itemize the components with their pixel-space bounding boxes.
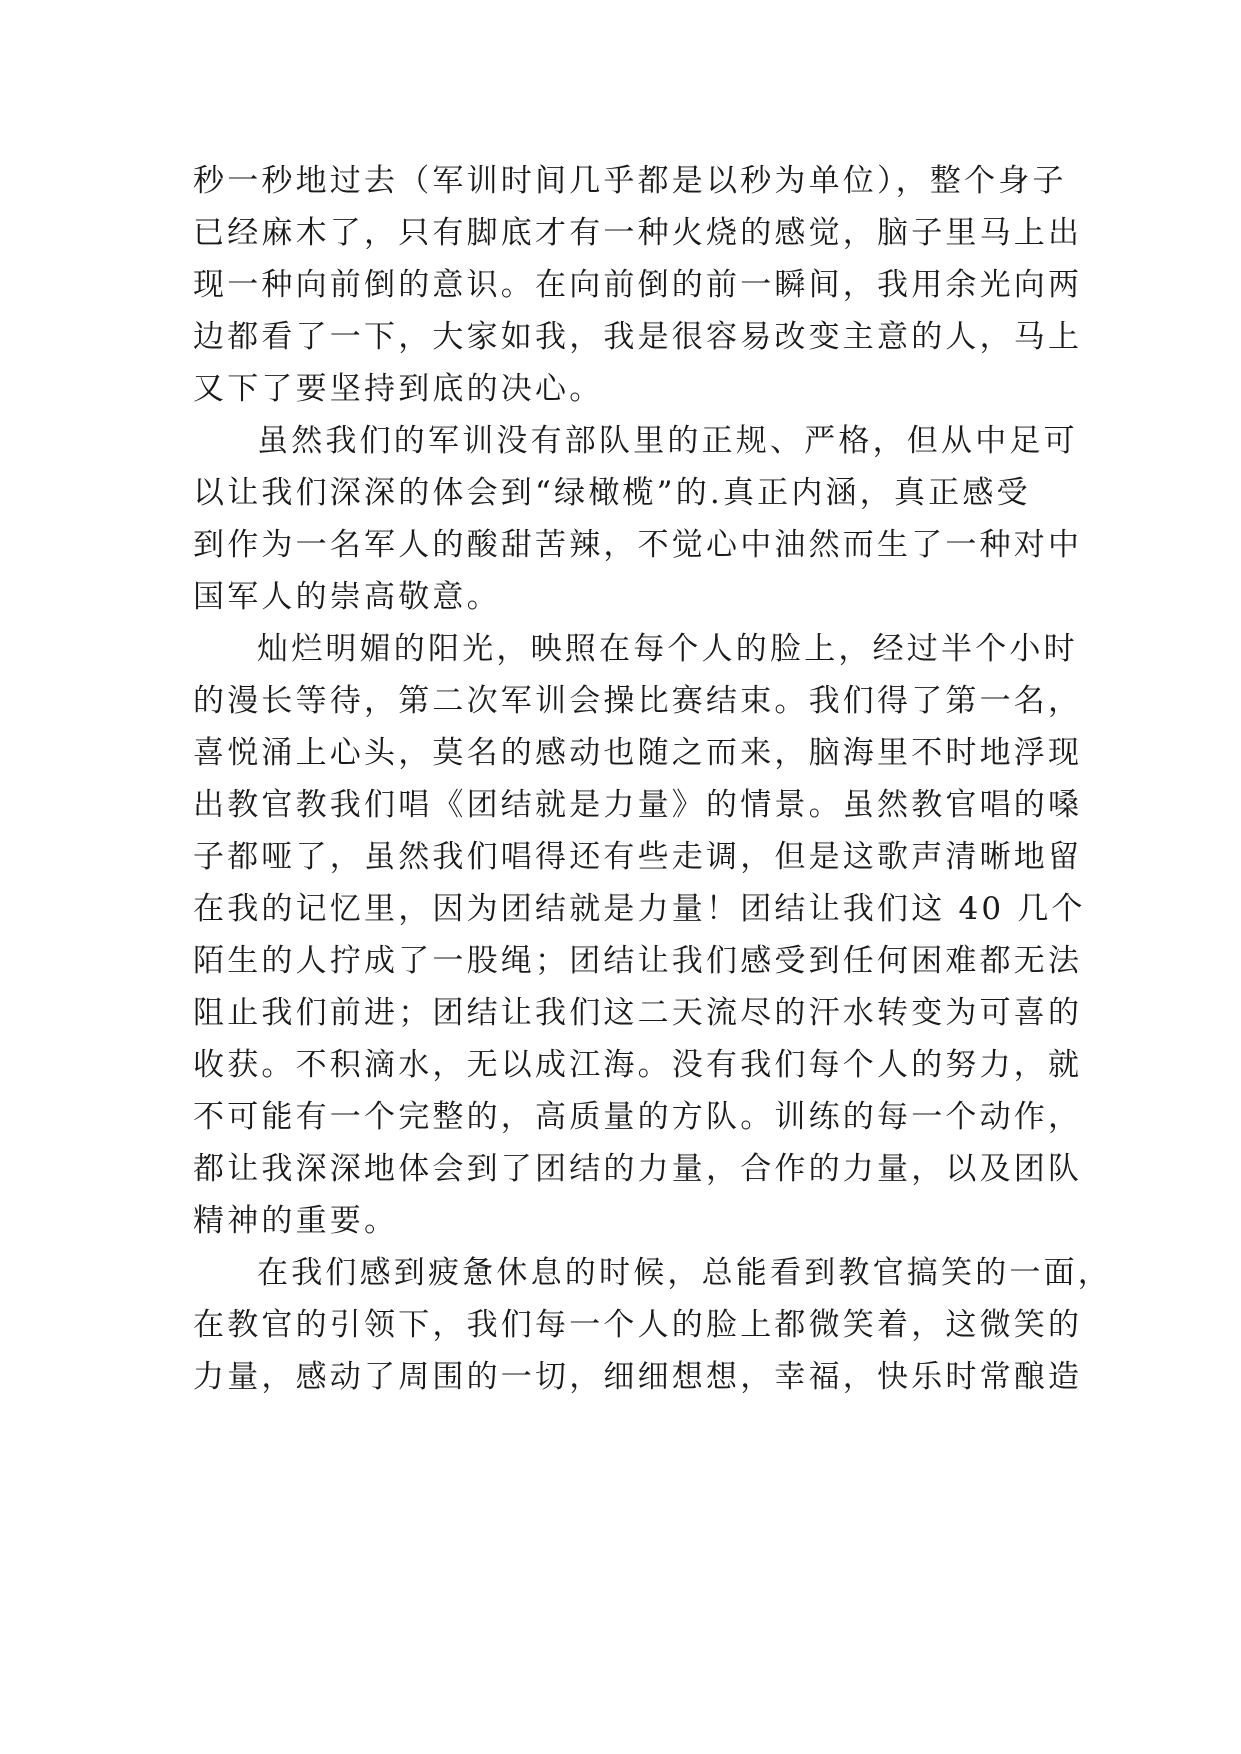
text-line: 收获。不积滴水，无以成江海。没有我们每个人的努力，就 (193, 1047, 1083, 1083)
text-line: 都让我深深地体会到了团结的力量，合作的力量，以及团队 (193, 1151, 1083, 1187)
text-line: 国军人的崇高敬意。 (193, 579, 501, 615)
text-line: 已经麻木了，只有脚底才有一种火烧的感觉，脑子里马上出 (193, 215, 1083, 251)
text-line: 不可能有一个完整的，高质量的方队。训练的每一个动作， (193, 1099, 1083, 1135)
text-line: 现一种向前倒的意识。在向前倒的前一瞬间，我用余光向两 (193, 267, 1083, 303)
text-line: 秒一秒地过去（军训时间几乎都是以秒为单位），整个身子 (193, 163, 1067, 199)
paragraph-start-line: 在我们感到疲惫休息的时候，总能看到教官搞笑的一面， (257, 1255, 1112, 1291)
paragraph-start-line: 虽然我们的军训没有部队里的正规、严格，但从中足可 (257, 423, 1078, 459)
text-line: 到作为一名军人的酸甜苦辣，不觉心中油然而生了一种对中 (193, 527, 1083, 563)
text-line: 子都哑了，虽然我们唱得还有些走调，但是这歌声清晰地留 (193, 839, 1083, 875)
text-line: 出教官教我们唱《团结就是力量》的情景。虽然教官唱的嗓 (193, 787, 1083, 823)
text-line: 阻止我们前进；团结让我们这二天流尽的汗水转变为可喜的 (193, 995, 1083, 1031)
text-line: 以让我们深深的体会到“绿橄榄”的.真正内涵，真正感受 (193, 475, 1031, 511)
text-line: 陌生的人拧成了一股绳；团结让我们感受到任何困难都无法 (193, 943, 1083, 979)
paragraph-start-line: 灿烂明媚的阳光，映照在每个人的脸上，经过半个小时 (257, 631, 1078, 667)
text-line: 喜悦涌上心头，莫名的感动也随之而来，脑海里不时地浮现 (193, 735, 1083, 771)
text-line: 在我的记忆里，因为团结就是力量！团结让我们这 40 几个 (193, 891, 1086, 927)
text-line: 在教官的引领下，我们每一个人的脸上都微笑着，这微笑的 (193, 1307, 1083, 1343)
text-line: 的漫长等待，第二次军训会操比赛结束。我们得了第一名， (193, 683, 1083, 719)
text-line: 力量，感动了周围的一切，细细想想，幸福，快乐时常酿造 (193, 1359, 1083, 1395)
text-line: 精神的重要。 (193, 1203, 399, 1239)
text-line: 边都看了一下，大家如我，我是很容易改变主意的人，马上 (193, 319, 1083, 355)
text-line: 又下了要坚持到底的决心。 (193, 371, 604, 407)
document-body (193, 155, 1112, 1403)
